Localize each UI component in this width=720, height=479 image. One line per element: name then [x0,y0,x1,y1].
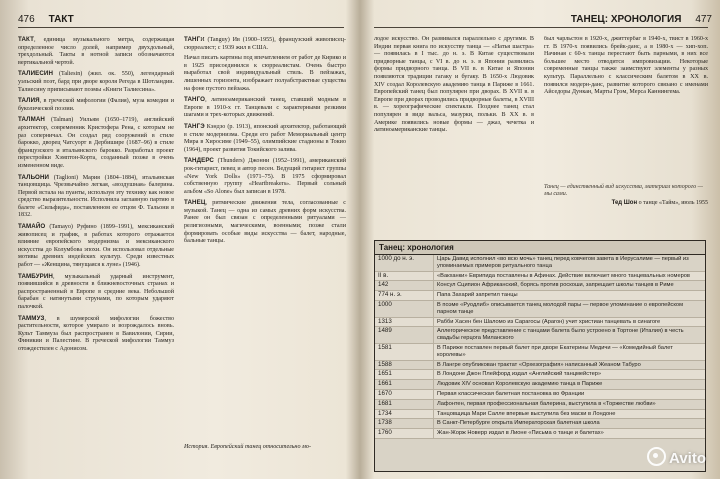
entry-headword: ТАКТ [18,36,34,43]
left-column-2-entries [184,36,346,246]
timeline-event: В Лондоне Джон Плейфорд издал «Английский танцмейстер» [437,371,602,378]
timeline-year: 1651 [375,370,434,379]
timeline-event: Жан-Жорж Новерр издал в Лионе «Письма о танце и балетах» [437,430,604,437]
entry-text: (Tamayo) Руфино (1899–1991), мексиканский живописец и график, в работах которого отражается влияние европейского модернизма и мексиканского искусства до Колумбова эпохи. Он использовал отдельные мотивы древних индейских культур. Среди известных работ — «Женщина, тянущаяся к луне» (1946). [18,224,174,269]
dictionary-entry [18,36,174,67]
timeline-title: Танец: хронология [375,241,705,255]
timeline-row [375,419,705,429]
timeline-year: 1760 [375,429,434,438]
right-header-rule [374,27,708,28]
timeline-rows [375,255,705,439]
dictionary-entry [184,157,346,196]
left-header-rule [18,27,344,28]
timeline-year: 1734 [375,410,434,419]
timeline-row [375,429,705,439]
timeline-event: Консул Сципион Африканский, борясь против роскоши, запрещает школы танцев в Риме [437,282,674,289]
dictionary-entry [18,273,174,312]
watermark [647,447,706,467]
timeline-row [375,390,705,400]
timeline-event: Лафонтен, первая профессиональная балерина, выступила в «Торжестве любви» [437,400,656,407]
timeline-event: В Лангре опубликован трактат «Орхезография» написанный Жеаном Табуро [437,361,641,368]
timeline-year: 142 [375,281,434,290]
history-lead: История. Европейский танец относительно мо- [184,444,311,450]
timeline-event: Танцовщица Мари Салле впервые выступила без маски в Лондоне [437,410,616,417]
left-column-1 [18,36,174,468]
entry-headword: ТАЛЬОНИ [18,173,50,181]
timeline-row [375,272,705,282]
entry-text: (Taglioni) Мария (1804–1884), итальянская танцовщица. Чрезвычайно легкая, «воздушная» балерина. Первой встала на пуанты, используя эту технику как новое средство выразительности. Исполнила заглавную партию в балете «Сильфида», поставленном ее отцом Ф. Тальони в 1832. [18,174,174,219]
timeline-row [375,361,705,371]
timeline-event: Папа Захарий запретил танцы [437,292,518,299]
entry-headword: ТАНГО [184,96,206,104]
entry-text: , латиноамериканский танец, ставший модным в Европе в 1910-х гг. Танцевали с характерными резкими шагами и трех-которых движений. [184,97,346,119]
timeline-row [375,301,705,318]
timeline-event: «Вакханки» Еврипида поставлены в Афинах. Действие включает много танцевальных номеров [437,272,690,279]
timeline-event: В Париже поставлен первый балет при дворе Екатерины Медичи — «Комедийный балет королевы» [437,344,673,358]
timeline-event: Аллегорическое представление с танцами балета было устроено в Тортоне (Италия) в честь свадьбы герцога Миланского [437,328,684,342]
left-header-title: ТАКТ [48,14,74,25]
entry-headword: ТАНГЭ [184,122,205,130]
quote-source: о танце «Тайм», июль 1955 [638,199,708,206]
entry-headword: ТАНДЕРС [184,157,215,165]
timeline-year: II в. [375,272,434,281]
quote-attribution [544,200,708,207]
timeline-event: Первая классическая балетная постановка во Франции [437,390,585,397]
entry-headword: ТАЛМАН [18,116,45,124]
timeline-event: Рабби Хасен бен Шаломо из Сарагосы (Арагон) учит христиан танцевать в синагоге [437,318,661,325]
timeline-year: 1489 [375,327,434,343]
timeline-row [375,344,705,361]
avito-logo-icon [647,447,666,466]
dictionary-entry [184,36,346,52]
entry-text: (Thunders) Джонни (1952–1991), американский рок-гитарист, певец и автор песен. Ведущий гитарист группы «New York Dolls» (1971–75). В 1975 сформировал собственную группу «Heartbreakers». Первый сольный альбом «So Alone» был записан в 1978. [184,158,346,195]
timeline-year: 1588 [375,361,434,370]
entry-text: , единица музыкального метра, содержащая определенное число долей, например двухдольный, трехдольный. Такты в нотной записи обозначаются вертикальной чертой. [18,37,174,66]
entry-headword: ТАМБУРИН [18,272,53,280]
timeline-row [375,281,705,291]
dictionary-entry [18,116,174,170]
quote-block [544,184,708,207]
dictionary-entry [18,70,174,94]
quote-text: Танец — единственный вид искусства, материал которого — мы сами. [544,184,703,198]
timeline-year: 1661 [375,380,434,389]
dictionary-entry [18,315,174,354]
left-page [0,0,356,479]
timeline-row [375,380,705,390]
dictionary-entry [184,123,346,154]
entry-text: , в греческой мифологии (Фалия), муза комедии и буколической поэзии. [18,98,174,112]
entry-text: , музыкальный ударный инструмент, появившийся в древности в ближневосточных странах и распространенный в Европе в средние века. Небольшой барабан с натянутыми струнами, по которым ударяют палочкой. [18,273,174,310]
dictionary-entry [18,97,174,113]
entry-text: И (Tanguy) Ив (1900–1955), французский живописец-сюрреалист; с 1939 жил в США. [184,37,346,51]
timeline-row [375,255,705,272]
watermark-text: Avito [669,450,706,467]
timeline-row [375,327,705,344]
right-column-2 [544,36,708,236]
timeline-year: 1313 [375,318,434,327]
entry-text: , в шумерской мифологии божество растительности, которое умирало и возрождалось вновь. Культ Таммуза был распространен в Вавилонии, Сирии, Финикии и Палестине. В греческой мифологии Таммуз отождествлен с Адонисом. [18,315,174,352]
right-running-head [374,14,712,25]
right-column-1 [374,36,534,236]
timeline-year: 774 н. э. [375,291,434,300]
entry-text: Кэндзо (р. 1913), японский архитектор, работающий в стиле модернизма. Среди его работ Мемориальный центр Мира в Хиросиме (1949–55), олимпийские стадионы в Токио (1964), проект развития Токийского залива. [184,123,346,153]
right-page-number: 477 [695,14,712,25]
timeline-event: В Санкт-Петербурге открыта Императорская балетная школа [437,420,600,427]
left-running-head [18,14,74,25]
timeline-row [375,370,705,380]
left-page-number: 476 [18,14,35,25]
dictionary-entry [184,199,346,246]
modern-dance-text: был чарльстон в 1920-х, джиттербаг в 1940-х, твист в 1960-х гг. В 1970-х появились брейк-данс, а в 1980-х — хип-хоп. Начиная с 60-х танцы перестают быть парными, в них все большее место отводится импровизации. Некоторые современные танцы также заимствуют элементы у разных культур. Параллельно с классическим балетом в XX в. появился модерн-данс, развитие которого связано с именами Айседоры Дункан, Марты Грэм, Мерса Каннингема. [544,36,708,96]
entry-text: , ритмические движения тела, согласованные с музыкой. Танец — одна из самых древних форм искусства. Ранее он был связан с определенными ритуалами — религиозными, магическими, военными; позже стали формировать особые виды искусства — балет, народные, бальные танцы. [184,200,346,245]
history-text: лодое искусство. Он развивался параллельно с другими. В Индии первая книга по искусству танца — «Натья шастра» — появилась в I тыс. до н. э. В Китае существовали придворные танцы, с VI в. до н. э. в Японии развились формы придворного танца. В VII в. в Китае и Японии появляются традиции гагаку и бугаку. В 1650-х Людовик XIV создал Королевскую академию танца в Париже в 1661. Европейский танец был популярен при дворах. В XVII в. в Европе при дворах проводились придворные балеты, в XVIII в. — хореографические спектакли. Позднее танец стал популярен в виде вальса, мазурки, польки. В XX в. в Америке появились новые формы — джаз, чечетка и латиноамериканские танцы. [374,36,534,134]
entry-headword: ТАНГ [184,36,201,43]
entry-headword: ТАНЕЦ [184,199,206,207]
entry-text: Начал писать картины под впечатлением от работ де Кирико и в 1925 присоединился к сюрреалистам. Очень быстро выработал свой индивидуальный стиль. В пейзажах, лишенных горизонта, изображает полуабстрактные существа на фоне пустого пейзажа. [184,55,346,92]
timeline-row [375,400,705,410]
entry-headword: ТАЛИЯ [18,97,40,105]
timeline-row [375,318,705,328]
timeline-event: Людовик XIV основал Королевскую академию танца в Париже [437,381,603,388]
entry-text: (Taliesin) (жил. ок. 550), легендарный уэльский поэт, бард при дворе короля Регеда в Шотландии. Талиесину приписывают поэмы «Книги Талиесина». [18,71,174,93]
entry-headword: ТАЛИЕСИН [18,70,54,78]
dictionary-entry [184,55,346,93]
timeline-year: 1000 [375,301,434,317]
entry-headword: ТАМАЙО [18,223,46,231]
timeline-row [375,410,705,420]
timeline-box [374,240,706,472]
timeline-year: 1681 [375,400,434,409]
dictionary-entry [184,96,346,120]
timeline-year: 1000 до н. э. [375,255,434,271]
quote-author: Тед Шон [611,199,638,206]
timeline-year: 1738 [375,419,434,428]
timeline-row [375,291,705,301]
right-header-title: ТАНЕЦ: ХРОНОЛОГИЯ [570,14,682,25]
timeline-year: 1581 [375,344,434,360]
timeline-event: Царь Давид исполнил «во всю мочь» танец перед ковчегом завета в Иерусалиме — первый из упоминаемых примеров ритуального танца [437,256,689,269]
timeline-year: 1670 [375,390,434,399]
left-column-2 [184,36,346,468]
timeline-event: В поэме «Руодлиб» описывается танец молодой пары — первое упоминание о европейском парном танце [437,301,683,315]
entry-text: (Talman) Уильям (1650–1719), английский архитектор, современник Кристофера Рена, с которым не раз соперничал. Он создал ряд сооружений в стиле барокко, дворец Чатсуорт в Дербишире (1687–96) в стиле французского и итальянского барокко. Разработал проект перестройки Хэмптон-Корта, созданный позже в очень измененном виде. [18,117,174,169]
dictionary-entry [18,223,174,270]
dictionary-entry [18,174,174,221]
entry-headword: ТАММУЗ [18,314,45,322]
